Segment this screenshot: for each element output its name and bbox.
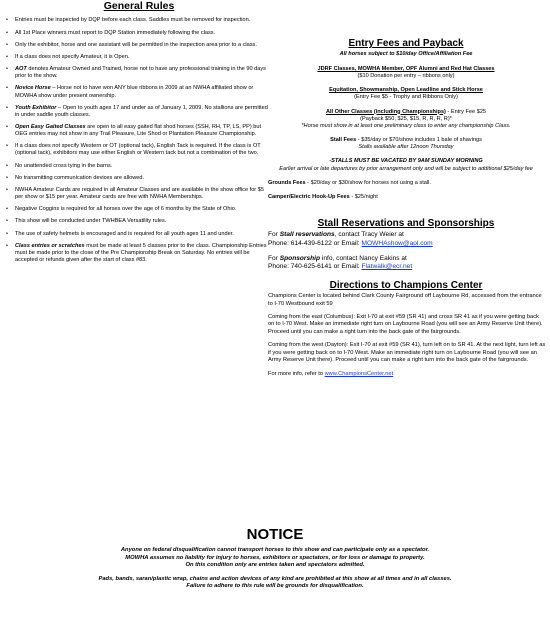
- directions-title: Directions to Champions Center: [329, 280, 483, 292]
- grounds-fees: Grounds Fees - $20/day or $30/show for horses not using a stall.: [268, 179, 431, 186]
- stall-reservations-block: For Stall reservations, contact Tracy Weier at Phone: 614-439-6122 or Email: MOWHAshow@aol.com For Sponsorship info, contact Nancy Eakins at Phone: 740-625-6141 or Email: Flatwalk@ecr.net: [268, 230, 433, 271]
- other-classes-block: [266, 109, 546, 130]
- rule-item: [6, 218, 274, 225]
- equitation-line: (Entry Fee $5 - Trophy and Ribbons Only): [354, 94, 458, 101]
- general-rules-column: [4, 0, 274, 269]
- sponsorship-email-link[interactable]: Flatwalk@ecr.net: [361, 263, 413, 271]
- rule-text: AOT denotes Amateur Owned and Trained, horse not to have any professional training in the 90 days prior to the show.: [15, 66, 266, 80]
- jdrf-line: ($10 Donation per entry – ribbons only): [357, 73, 455, 80]
- rule-item: [6, 17, 274, 24]
- bullet-icon: •: [6, 124, 8, 130]
- rule-text: If a class does not specify Western or OT (optional tack), English Tack is required. If the class is OT (optional tack), exhibitors may use either English or Western tack but not a combination of the two.: [15, 143, 261, 157]
- bullet-icon: •: [6, 17, 8, 24]
- directions-block: Champions Center is located behind Clark County Fairground off Laybourne Rd, accessed from the entrance to I-70 Westbound exit 59 Coming from the east (Columbus): Exit I-70 at exit #59 (SR 41) and cross SR 41 as if you were getting back on to I-70 West. Make an immediate right turn on Laybourne Road (you will see an Army Reserve Unit there). Proceed until you can make a right turn into the back gate of the fairgrounds. Coming from the west (Dayton): Exit I-70 at exit #59 (SR 41), turn left on to SR 41. At the next light, turn left as if you were getting back on to I-70 West. Make an immediate right turn on Laybourne Road (you will see an Army Reserve Unit there). Proceed until you can make a right turn into the back gate of the fairgrounds. For more info, refer to www.ChampionsCenter.net: [268, 293, 546, 378]
- rule-text: No transmitting communication devices are allowed.: [15, 174, 145, 181]
- fees-subtitle: All horses subject to $10/day Office/Affiliation Fee: [339, 50, 473, 57]
- directions-from-west: Coming from the west (Dayton): Exit I-70 at exit #59 (SR 41), turn left on to SR 41. At the next light, turn left as if you were getting back on to I-70 West. Make an immediate right turn on Laybourne Road (you will see an Army Reserve Unit there). Proceed until you can make a right turn into the back gate of the fairgrounds.: [268, 342, 546, 363]
- rule-item: [6, 85, 274, 99]
- rule-item: [6, 163, 274, 170]
- rule-item: [6, 30, 274, 37]
- rule-text: Open Easy Gaited Classes are open to all easy gaited flat shod horses (SSH, RH, TP, LS, PP) but OEG entries may not show in any Trail Pleasure, Lite Shod or Plantation Pleasure Championship.: [15, 124, 262, 138]
- late-departure-note: Earlier arrival or late departures by prior arrangement only and will be subject to additional $25/day fee: [279, 165, 533, 172]
- jdrf-title: JDRF Classes, MOWHA Member, OPF Alumni and Red Hat Classes: [317, 65, 495, 72]
- rule-text: Youth Exhibitor – Open to youth ages 17 and under as of January 1, 2009. No stallions are permitted in under saddle youth classes.: [15, 104, 268, 118]
- bullet-icon: •: [6, 41, 8, 48]
- rule-text: Only the exhibitor, horse and one assistant will be permitted in the inspection area prior to a class.: [15, 41, 257, 48]
- bullet-icon: •: [6, 218, 8, 225]
- equitation-block: [266, 87, 546, 101]
- notice-line-2: MOWHA assumes no liability for injury to horses, exhibitors or spectators, or for loss or damage to property.: [125, 554, 425, 561]
- other-classes-payback: (Payback $50, $25, $15, R, R, R, R)*: [360, 115, 452, 122]
- rule-text: Class entries or scratches must be made at least 5 classes prior to the class. Championship Entries must be made prior to the close of the Pre Championship Break on Saturday. No entries will be accepted or refunds given after the start of class #83.: [15, 242, 267, 264]
- rule-item: [6, 105, 274, 119]
- other-classes-title: All Other Classes (including Championships): [325, 108, 446, 115]
- bullet-icon: •: [6, 29, 8, 36]
- bullet-icon: •: [6, 174, 8, 181]
- jdrf-block: [266, 66, 546, 80]
- other-classes-note: *Horse must show in at least one preliminary class to enter any championship Class.: [301, 122, 511, 129]
- camper-fees: Camper/Electric Hook-Up Fees - $25/night: [268, 193, 378, 200]
- notice-section: [0, 525, 550, 591]
- rule-item: [6, 231, 274, 238]
- bullet-icon: •: [6, 206, 8, 213]
- rule-text: Entries must be inspected by DQP before each class. Saddles must be removed for inspection.: [15, 17, 251, 24]
- vacate-notice: -STALLS MUST BE VACATED BY 9AM SUNDAY MORNING: [329, 158, 483, 165]
- notice-line-1: Anyone on federal disqualification cannot transport horses to this show and can participate only as a spectator.: [120, 547, 430, 554]
- rule-text: The use of safety helmets is encouraged and is required for all youth ages 11 and under.: [15, 230, 234, 237]
- other-classes-fee: - Entry Fee $25: [445, 108, 487, 115]
- notice-title: NOTICE: [246, 526, 304, 543]
- rule-text: Negative Coggins is required for all horses over the age of 6 months by the State of Ohio.: [15, 206, 237, 213]
- rule-item: [6, 143, 274, 157]
- rule-item: [6, 54, 274, 61]
- bullet-icon: •: [6, 186, 8, 193]
- stall-fees-text: - $35/day or $70/show includes 1 bale of shavings: [356, 137, 482, 144]
- vacate-block: [266, 158, 546, 172]
- entry-fees-title: Entry Fees and Payback: [348, 38, 464, 49]
- rule-item: [6, 66, 274, 80]
- stall-fees-note: Stalls available after 12noon Thursday: [358, 144, 454, 151]
- bullet-icon: •: [6, 242, 8, 249]
- rule-item: [6, 243, 274, 264]
- bullet-icon: •: [6, 143, 8, 150]
- general-rules-title: General Rules: [103, 0, 175, 12]
- rule-item: [6, 124, 274, 138]
- rule-text: All 1st Place winners must report to DQP Station immediately following the class.: [15, 29, 216, 36]
- champions-center-link[interactable]: www.ChampionsCenter.net: [324, 371, 394, 378]
- notice-line-4: Pads, bands, saran/plastic wrap, chains and action devices of any kind are prohibited at this show at all times and in all classes.: [98, 575, 452, 582]
- bullet-icon: •: [6, 53, 8, 60]
- rule-text: NWHA Amateur Cards are required in all Amateur Classes and are available in the show office for $5 per show or $15 per year. Amateur cards are free with NWHA Memberships.: [15, 186, 264, 201]
- bullet-icon: •: [6, 162, 8, 169]
- rule-item: [6, 206, 274, 213]
- rule-item: [6, 175, 274, 182]
- equitation-title: Equitation, Showmanship, Open Leadline and Stick Horse: [329, 87, 483, 94]
- notice-line-3: On this condition only are entries taken and spectators admitted.: [185, 562, 365, 569]
- rule-text: If a class does not specify Amateur, it is Open.: [15, 53, 130, 60]
- rule-item: [6, 42, 274, 49]
- bullet-icon: •: [6, 85, 8, 92]
- rule-text: Novice Horse – Horse not to have won ANY blue ribbons in 2009 at an NWHA affiliated show or MOWHA show under present ownership.: [15, 85, 254, 99]
- notice-line-5: Failure to adhere to this rule will be grounds for disqualification.: [186, 583, 364, 590]
- stall-fees-block: [266, 137, 546, 151]
- rule-text: No unattended cross tying in the barns.: [15, 162, 113, 169]
- stall-fees-label: Stall Fees: [330, 137, 357, 144]
- bullet-icon: •: [6, 104, 8, 111]
- rules-list: [4, 17, 274, 264]
- bullet-icon: •: [6, 66, 8, 73]
- stall-email-link[interactable]: MOWHAshow@aol.com: [361, 239, 433, 247]
- bullet-icon: •: [6, 230, 8, 237]
- stall-reservations-title: Stall Reservations and Sponsorships: [317, 217, 495, 229]
- fees-column: [266, 0, 546, 379]
- rule-item: [6, 187, 274, 201]
- directions-from-east: Coming from the east (Columbus): Exit I-70 at exit #59 (SR 41) and cross SR 41 as if you were getting back on to I-70 West. Make an immediate right turn on Laybourne Road (you will see an Army Reserve Unit there). Proceed until you can make a right turn into the back gate of the fairgrounds.: [268, 313, 543, 335]
- directions-location: Champions Center is located behind Clark County Fairground off Laybourne Rd, accessed from the entrance to I-70 Westbound exit 59: [268, 293, 542, 307]
- rule-text: This show will be conducted under TWHBEA Versatility rules.: [15, 218, 167, 225]
